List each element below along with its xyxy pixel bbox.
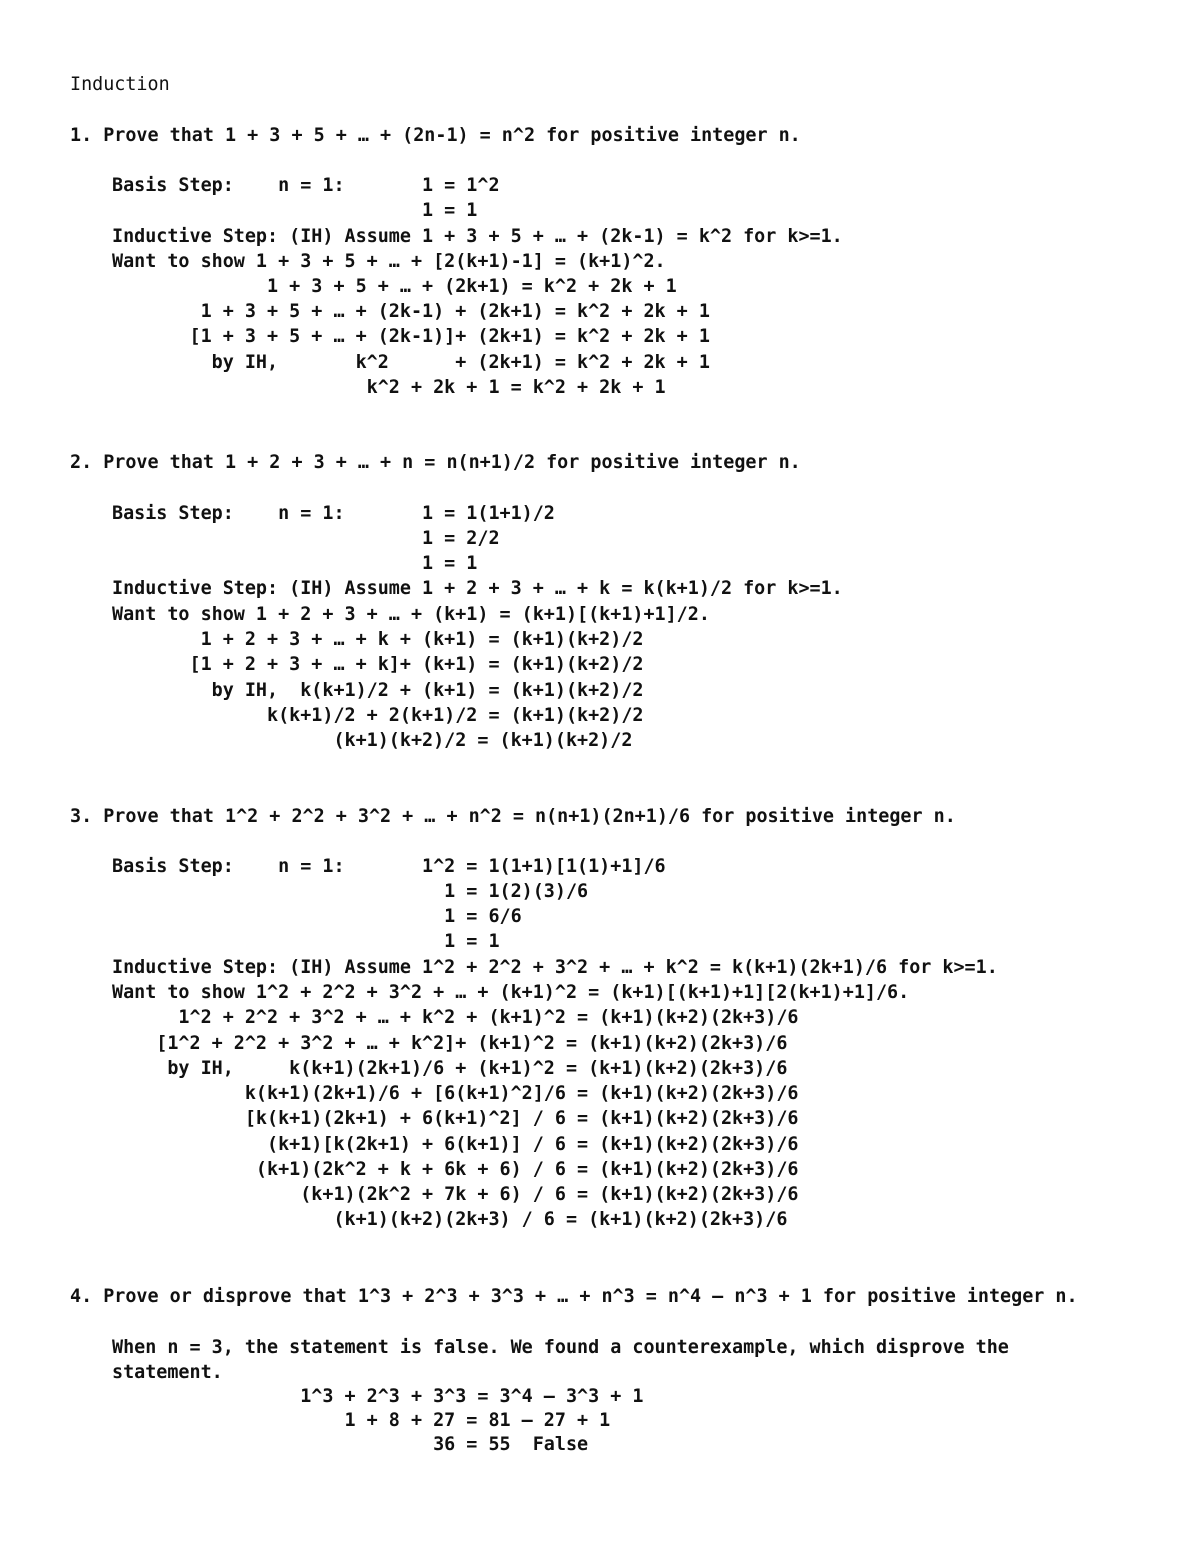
problem-3-inductive-line: (k+1)(2k^2 + 7k + 6) / 6 = (k+1)(k+2)(2k+3)/6 xyxy=(112,1184,799,1205)
problem-1-basis-line: 1 = 1 xyxy=(112,200,478,221)
problem-2-inductive-line: Inductive Step: (IH) Assume 1 + 2 + 3 + … + k = k(k+1)/2 for k>=1. xyxy=(112,578,843,599)
problem-4-statement: 4. Prove or disprove that 1^3 + 2^3 + 3^3 + … + n^3 = n^4 – n^3 + 1 for positive integer n. xyxy=(70,1286,1078,1307)
problem-1-basis-line: Basis Step: n = 1: 1 = 1^2 xyxy=(112,175,500,196)
problem-1-statement: 1. Prove that 1 + 3 + 5 + … + (2n-1) = n^2 for positive integer n. xyxy=(70,125,801,146)
problem-4-equation-line: 36 = 55 False xyxy=(112,1434,589,1455)
problem-1-inductive-line: by IH, k^2 + (2k+1) = k^2 + 2k + 1 xyxy=(112,352,710,373)
problem-3-basis-line: 1 = 6/6 xyxy=(112,906,522,927)
problem-3-basis-line: 1 = 1(2)(3)/6 xyxy=(112,881,589,902)
problem-1-inductive-line: k^2 + 2k + 1 = k^2 + 2k + 1 xyxy=(112,377,666,398)
problem-3-statement: 3. Prove that 1^2 + 2^2 + 3^2 + … + n^2 = n(n+1)(2n+1)/6 for positive integer n. xyxy=(70,806,956,827)
problem-4-equation-line: 1 + 8 + 27 = 81 – 27 + 1 xyxy=(112,1410,611,1431)
problem-2-inductive-line: Want to show 1 + 2 + 3 + … + (k+1) = (k+1)[(k+1)+1]/2. xyxy=(112,604,710,625)
problem-2-inductive-line: k(k+1)/2 + 2(k+1)/2 = (k+1)(k+2)/2 xyxy=(112,705,644,726)
problem-1-inductive-line: Inductive Step: (IH) Assume 1 + 3 + 5 + … + (2k-1) = k^2 for k>=1. xyxy=(112,226,843,247)
problem-3-inductive-line: Want to show 1^2 + 2^2 + 3^2 + … + (k+1)^2 = (k+1)[(k+1)+1][2(k+1)+1]/6. xyxy=(112,982,910,1003)
problem-4-text-line: When n = 3, the statement is false. We found a counterexample, which disprove the xyxy=(112,1337,1009,1358)
problem-3-inductive-line: by IH, k(k+1)(2k+1)/6 + (k+1)^2 = (k+1)(k+2)(2k+3)/6 xyxy=(112,1058,788,1079)
problem-3-inductive-line: (k+1)[k(2k+1) + 6(k+1)] / 6 = (k+1)(k+2)(2k+3)/6 xyxy=(112,1134,799,1155)
problem-3-inductive-line: Inductive Step: (IH) Assume 1^2 + 2^2 + 3^2 + … + k^2 = k(k+1)(2k+1)/6 for k>=1. xyxy=(112,957,998,978)
problem-3-inductive-line: [k(k+1)(2k+1) + 6(k+1)^2] / 6 = (k+1)(k+2)(2k+3)/6 xyxy=(112,1108,799,1129)
problem-3-basis-line: 1 = 1 xyxy=(112,931,500,952)
problem-1-inductive-line: 1 + 3 + 5 + … + (2k-1) + (2k+1) = k^2 + 2k + 1 xyxy=(112,301,710,322)
problem-3-inductive-line: 1^2 + 2^2 + 3^2 + … + k^2 + (k+1)^2 = (k+1)(k+2)(2k+3)/6 xyxy=(112,1007,799,1028)
problem-1-inductive-line: 1 + 3 + 5 + … + (2k+1) = k^2 + 2k + 1 xyxy=(112,276,677,297)
problem-2-inductive-line: by IH, k(k+1)/2 + (k+1) = (k+1)(k+2)/2 xyxy=(112,680,644,701)
problem-3-inductive-line: [1^2 + 2^2 + 3^2 + … + k^2]+ (k+1)^2 = (k+1)(k+2)(2k+3)/6 xyxy=(112,1033,788,1054)
page-title: Induction xyxy=(70,74,170,95)
problem-4-equation-line: 1^3 + 2^3 + 3^3 = 3^4 – 3^3 + 1 xyxy=(112,1386,644,1407)
problem-3-basis-line: Basis Step: n = 1: 1^2 = 1(1+1)[1(1)+1]/6 xyxy=(112,856,666,877)
problem-2-statement: 2. Prove that 1 + 2 + 3 + … + n = n(n+1)/2 for positive integer n. xyxy=(70,452,801,473)
problem-2-inductive-line: [1 + 2 + 3 + … + k]+ (k+1) = (k+1)(k+2)/2 xyxy=(112,654,644,675)
problem-3-inductive-line: (k+1)(k+2)(2k+3) / 6 = (k+1)(k+2)(2k+3)/6 xyxy=(112,1209,788,1230)
problem-3-inductive-line: (k+1)(2k^2 + k + 6k + 6) / 6 = (k+1)(k+2)(2k+3)/6 xyxy=(112,1159,799,1180)
problem-2-inductive-line: (k+1)(k+2)/2 = (k+1)(k+2)/2 xyxy=(112,730,633,751)
problem-2-basis-line: 1 = 1 xyxy=(112,553,478,574)
problem-2-basis-line: Basis Step: n = 1: 1 = 1(1+1)/2 xyxy=(112,503,555,524)
problem-1-inductive-line: [1 + 3 + 5 + … + (2k-1)]+ (2k+1) = k^2 + 2k + 1 xyxy=(112,326,710,347)
problem-4-text-line: statement. xyxy=(112,1362,223,1383)
problem-3-inductive-line: k(k+1)(2k+1)/6 + [6(k+1)^2]/6 = (k+1)(k+2)(2k+3)/6 xyxy=(112,1083,799,1104)
problem-1-inductive-line: Want to show 1 + 3 + 5 + … + [2(k+1)-1] = (k+1)^2. xyxy=(112,251,666,272)
problem-2-basis-line: 1 = 2/2 xyxy=(112,528,500,549)
problem-2-inductive-line: 1 + 2 + 3 + … + k + (k+1) = (k+1)(k+2)/2 xyxy=(112,629,644,650)
